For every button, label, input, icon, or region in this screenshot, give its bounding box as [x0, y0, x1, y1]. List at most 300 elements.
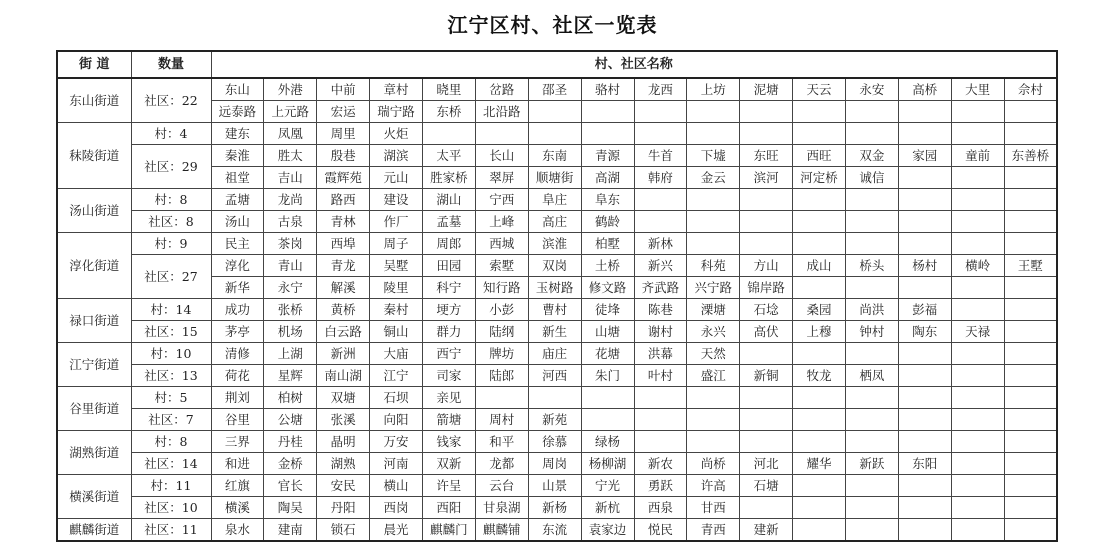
name-cell: 石塘 [740, 475, 793, 497]
name-cell: 甘泉湖 [475, 497, 528, 519]
empty-cell [740, 123, 793, 145]
empty-cell [475, 387, 528, 409]
name-cell: 上湖 [264, 343, 317, 365]
empty-cell [898, 431, 951, 453]
name-cell: 顺塘街 [528, 167, 581, 189]
name-cell: 山景 [528, 475, 581, 497]
name-cell: 上元路 [264, 101, 317, 123]
name-cell: 东流 [528, 519, 581, 542]
name-cell: 徒埄 [581, 299, 634, 321]
name-cell: 土桥 [581, 255, 634, 277]
name-cell: 司家 [423, 365, 476, 387]
empty-cell [793, 343, 846, 365]
name-cell: 麒麟门 [423, 519, 476, 542]
name-cell: 骆村 [581, 78, 634, 101]
table-row [57, 255, 1057, 277]
empty-cell [951, 431, 1004, 453]
name-cell: 宁西 [475, 189, 528, 211]
name-cell: 新苑 [528, 409, 581, 431]
name-cell: 箭塘 [423, 409, 476, 431]
name-cell: 新林 [634, 233, 687, 255]
name-cell: 新农 [634, 453, 687, 475]
empty-cell [1004, 343, 1057, 365]
name-cell: 周郎 [423, 233, 476, 255]
empty-cell [475, 123, 528, 145]
name-cell: 远泰路 [211, 101, 264, 123]
name-cell: 西埠 [317, 233, 370, 255]
name-cell: 锁石 [317, 519, 370, 542]
table-row [57, 321, 1057, 343]
name-cell: 长山 [475, 145, 528, 167]
name-cell: 朱门 [581, 365, 634, 387]
name-cell: 白云路 [317, 321, 370, 343]
name-cell: 双金 [846, 145, 899, 167]
empty-cell [581, 123, 634, 145]
name-cell: 许呈 [423, 475, 476, 497]
empty-cell [1004, 233, 1057, 255]
empty-cell [793, 431, 846, 453]
name-cell: 上坊 [687, 78, 740, 101]
group-count: 社区：29 [131, 145, 211, 189]
empty-cell [898, 211, 951, 233]
empty-cell [793, 409, 846, 431]
name-cell: 滨河 [740, 167, 793, 189]
group-count: 村：4 [131, 123, 211, 145]
name-cell: 许高 [687, 475, 740, 497]
name-cell: 章村 [370, 78, 423, 101]
name-cell: 龙西 [634, 78, 687, 101]
district-name: 谷里街道 [57, 387, 131, 431]
name-cell: 西宁 [423, 343, 476, 365]
name-cell: 盛江 [687, 365, 740, 387]
empty-cell [793, 189, 846, 211]
name-cell: 东阳 [898, 453, 951, 475]
empty-cell [898, 475, 951, 497]
group-count: 社区：7 [131, 409, 211, 431]
name-cell: 江宁 [370, 365, 423, 387]
empty-cell [951, 233, 1004, 255]
name-cell: 横岭 [951, 255, 1004, 277]
empty-cell [740, 497, 793, 519]
empty-cell [687, 123, 740, 145]
page-title: 江宁区村、社区一览表 [447, 13, 658, 37]
table-row [57, 431, 1057, 453]
empty-cell [740, 409, 793, 431]
empty-cell [951, 387, 1004, 409]
name-cell: 新铜 [740, 365, 793, 387]
group-count: 社区：10 [131, 497, 211, 519]
empty-cell [687, 211, 740, 233]
name-cell: 晓里 [423, 78, 476, 101]
name-cell: 河南 [370, 453, 423, 475]
empty-cell [951, 277, 1004, 299]
name-cell: 红旗 [211, 475, 264, 497]
name-cell: 秦村 [370, 299, 423, 321]
name-cell: 尚桥 [687, 453, 740, 475]
name-cell: 陵里 [370, 277, 423, 299]
name-cell: 柏树 [264, 387, 317, 409]
table-row [57, 387, 1057, 409]
name-cell: 陶东 [898, 321, 951, 343]
village-community-table [56, 50, 1058, 542]
empty-cell [793, 387, 846, 409]
name-cell: 青西 [687, 519, 740, 542]
group-count: 社区：15 [131, 321, 211, 343]
name-cell: 湖山 [423, 189, 476, 211]
empty-cell [951, 475, 1004, 497]
name-cell: 中前 [317, 78, 370, 101]
name-cell: 孟墓 [423, 211, 476, 233]
name-cell: 西城 [475, 233, 528, 255]
group-count: 村：11 [131, 475, 211, 497]
name-cell: 牌坊 [475, 343, 528, 365]
name-cell: 清修 [211, 343, 264, 365]
name-cell: 黄桥 [317, 299, 370, 321]
empty-cell [846, 343, 899, 365]
empty-cell [898, 365, 951, 387]
empty-cell [634, 189, 687, 211]
name-cell: 齐武路 [634, 277, 687, 299]
name-cell: 修文路 [581, 277, 634, 299]
name-cell: 丹阳 [317, 497, 370, 519]
name-cell: 天然 [687, 343, 740, 365]
name-cell: 溧塘 [687, 299, 740, 321]
name-cell: 陶吴 [264, 497, 317, 519]
empty-cell [687, 387, 740, 409]
empty-cell [951, 211, 1004, 233]
empty-cell [951, 123, 1004, 145]
name-cell: 上穆 [793, 321, 846, 343]
group-count: 社区：13 [131, 365, 211, 387]
name-cell: 向阳 [370, 409, 423, 431]
empty-cell [951, 343, 1004, 365]
name-cell: 山塘 [581, 321, 634, 343]
empty-cell [528, 123, 581, 145]
name-cell: 吉山 [264, 167, 317, 189]
name-cell: 花塘 [581, 343, 634, 365]
name-cell: 公塘 [264, 409, 317, 431]
name-cell: 横山 [370, 475, 423, 497]
name-cell: 金桥 [264, 453, 317, 475]
name-cell: 翠屏 [475, 167, 528, 189]
name-cell: 家园 [898, 145, 951, 167]
table-row [57, 189, 1057, 211]
name-cell: 晶明 [317, 431, 370, 453]
table-header-row [57, 51, 1057, 78]
name-cell: 东南 [528, 145, 581, 167]
district-name: 汤山街道 [57, 189, 131, 233]
name-cell: 栖凤 [846, 365, 899, 387]
name-cell: 西阳 [423, 497, 476, 519]
name-cell: 和平 [475, 431, 528, 453]
name-cell: 祖堂 [211, 167, 264, 189]
name-cell: 王墅 [1004, 255, 1057, 277]
name-cell: 青龙 [317, 255, 370, 277]
empty-cell [898, 497, 951, 519]
name-cell: 周里 [317, 123, 370, 145]
name-cell: 新洲 [317, 343, 370, 365]
name-cell: 新生 [528, 321, 581, 343]
name-cell: 周子 [370, 233, 423, 255]
empty-cell [793, 277, 846, 299]
name-cell: 成功 [211, 299, 264, 321]
empty-cell [846, 409, 899, 431]
name-cell: 西泉 [634, 497, 687, 519]
empty-cell [581, 387, 634, 409]
name-cell: 岔路 [475, 78, 528, 101]
name-cell: 方山 [740, 255, 793, 277]
name-cell: 知行路 [475, 277, 528, 299]
name-cell: 杨村 [898, 255, 951, 277]
table-row [57, 497, 1057, 519]
name-cell: 霞辉苑 [317, 167, 370, 189]
empty-cell [1004, 387, 1057, 409]
name-cell: 天禄 [951, 321, 1004, 343]
empty-cell [1004, 497, 1057, 519]
group-count: 社区：22 [131, 78, 211, 123]
name-cell: 袁家边 [581, 519, 634, 542]
empty-cell [1004, 167, 1057, 189]
empty-cell [898, 189, 951, 211]
group-count: 村：10 [131, 343, 211, 365]
name-cell: 索墅 [475, 255, 528, 277]
empty-cell [898, 277, 951, 299]
name-cell: 双岗 [528, 255, 581, 277]
name-cell: 鹤龄 [581, 211, 634, 233]
district-name: 禄口街道 [57, 299, 131, 343]
empty-cell [740, 233, 793, 255]
header-count: 数量 [131, 51, 211, 78]
empty-cell [951, 365, 1004, 387]
group-count: 社区：11 [131, 519, 211, 542]
name-cell: 胜太 [264, 145, 317, 167]
name-cell: 阜东 [581, 189, 634, 211]
empty-cell [528, 101, 581, 123]
table-row [57, 211, 1057, 233]
name-cell: 湖滨 [370, 145, 423, 167]
name-cell: 茶岗 [264, 233, 317, 255]
empty-cell [1004, 101, 1057, 123]
name-cell: 桑园 [793, 299, 846, 321]
name-cell: 解溪 [317, 277, 370, 299]
district-name: 湖熟街道 [57, 431, 131, 475]
name-cell: 高桥 [898, 78, 951, 101]
name-cell: 龙尚 [264, 189, 317, 211]
empty-cell [1004, 211, 1057, 233]
empty-cell [740, 211, 793, 233]
empty-cell [634, 211, 687, 233]
name-cell: 尚洪 [846, 299, 899, 321]
name-cell: 淳化 [211, 255, 264, 277]
name-cell: 兴宁路 [687, 277, 740, 299]
name-cell: 作厂 [370, 211, 423, 233]
name-cell: 科宁 [423, 277, 476, 299]
name-cell: 杨柳湖 [581, 453, 634, 475]
name-cell: 铜山 [370, 321, 423, 343]
name-cell: 诚信 [846, 167, 899, 189]
empty-cell [740, 387, 793, 409]
name-cell: 瑞宁路 [370, 101, 423, 123]
empty-cell [846, 387, 899, 409]
empty-cell [687, 409, 740, 431]
empty-cell [687, 233, 740, 255]
name-cell: 新杭 [581, 497, 634, 519]
group-count: 社区：27 [131, 255, 211, 299]
group-count: 社区：8 [131, 211, 211, 233]
empty-cell [740, 189, 793, 211]
district-name: 东山街道 [57, 78, 131, 123]
name-cell: 庙庄 [528, 343, 581, 365]
empty-cell [634, 123, 687, 145]
name-cell: 陆郎 [475, 365, 528, 387]
name-cell: 谢村 [634, 321, 687, 343]
empty-cell [846, 101, 899, 123]
group-count: 村：5 [131, 387, 211, 409]
name-cell: 新跃 [846, 453, 899, 475]
name-cell: 锦岸路 [740, 277, 793, 299]
empty-cell [1004, 431, 1057, 453]
empty-cell [898, 233, 951, 255]
name-cell: 火炬 [370, 123, 423, 145]
empty-cell [846, 233, 899, 255]
name-cell: 绿杨 [581, 431, 634, 453]
empty-cell [793, 211, 846, 233]
name-cell: 殷巷 [317, 145, 370, 167]
name-cell: 埂方 [423, 299, 476, 321]
name-cell: 孟塘 [211, 189, 264, 211]
table-row [57, 233, 1057, 255]
name-cell: 勇跃 [634, 475, 687, 497]
name-cell: 耀华 [793, 453, 846, 475]
empty-cell [846, 431, 899, 453]
name-cell: 邵圣 [528, 78, 581, 101]
name-cell: 石坝 [370, 387, 423, 409]
empty-cell [1004, 123, 1057, 145]
empty-cell [951, 189, 1004, 211]
empty-cell [951, 453, 1004, 475]
name-cell: 永兴 [687, 321, 740, 343]
name-cell: 民主 [211, 233, 264, 255]
name-cell: 官长 [264, 475, 317, 497]
name-cell: 横溪 [211, 497, 264, 519]
empty-cell [898, 343, 951, 365]
empty-cell [634, 387, 687, 409]
empty-cell [1004, 277, 1057, 299]
empty-cell [581, 409, 634, 431]
table-row [57, 475, 1057, 497]
name-cell: 秦淮 [211, 145, 264, 167]
table-row [57, 453, 1057, 475]
empty-cell [1004, 321, 1057, 343]
table-row [57, 299, 1057, 321]
name-cell: 东善桥 [1004, 145, 1057, 167]
name-cell: 高湖 [581, 167, 634, 189]
name-cell: 青山 [264, 255, 317, 277]
name-cell: 西旺 [793, 145, 846, 167]
empty-cell [951, 409, 1004, 431]
name-cell: 龙都 [475, 453, 528, 475]
table-row [57, 145, 1057, 167]
name-cell: 东山 [211, 78, 264, 101]
name-cell: 太平 [423, 145, 476, 167]
name-cell: 丹桂 [264, 431, 317, 453]
name-cell: 成山 [793, 255, 846, 277]
district-name: 横溪街道 [57, 475, 131, 519]
empty-cell [846, 211, 899, 233]
name-cell: 谷里 [211, 409, 264, 431]
empty-cell [1004, 453, 1057, 475]
name-cell: 和进 [211, 453, 264, 475]
name-cell: 滨淮 [528, 233, 581, 255]
header-names: 村、社区名称 [211, 51, 1057, 78]
name-cell: 科苑 [687, 255, 740, 277]
group-count: 村：14 [131, 299, 211, 321]
empty-cell [740, 431, 793, 453]
name-cell: 周岗 [528, 453, 581, 475]
table-row [57, 78, 1057, 101]
name-cell: 陈巷 [634, 299, 687, 321]
name-cell: 金云 [687, 167, 740, 189]
name-cell: 群力 [423, 321, 476, 343]
name-cell: 麒麟铺 [475, 519, 528, 542]
name-cell: 上峰 [475, 211, 528, 233]
table-row [57, 123, 1057, 145]
name-cell: 佘村 [1004, 78, 1057, 101]
name-cell: 元山 [370, 167, 423, 189]
name-cell: 永宁 [264, 277, 317, 299]
name-cell: 泥塘 [740, 78, 793, 101]
name-cell: 宏运 [317, 101, 370, 123]
empty-cell [793, 475, 846, 497]
empty-cell [634, 431, 687, 453]
empty-cell [1004, 189, 1057, 211]
name-cell: 泉水 [211, 519, 264, 542]
district-name: 秣陵街道 [57, 123, 131, 189]
name-cell: 北沿路 [475, 101, 528, 123]
name-cell: 永安 [846, 78, 899, 101]
name-cell: 下墟 [687, 145, 740, 167]
empty-cell [1004, 409, 1057, 431]
name-cell: 古泉 [264, 211, 317, 233]
name-cell: 安民 [317, 475, 370, 497]
name-cell: 张桥 [264, 299, 317, 321]
name-cell: 青林 [317, 211, 370, 233]
empty-cell [740, 343, 793, 365]
name-cell: 茅亭 [211, 321, 264, 343]
empty-cell [687, 189, 740, 211]
group-count: 村：8 [131, 189, 211, 211]
name-cell: 双新 [423, 453, 476, 475]
empty-cell [951, 167, 1004, 189]
empty-cell [898, 167, 951, 189]
name-cell: 曹村 [528, 299, 581, 321]
name-cell: 荷花 [211, 365, 264, 387]
empty-cell [793, 101, 846, 123]
name-cell: 新华 [211, 277, 264, 299]
name-cell: 外港 [264, 78, 317, 101]
name-cell: 东桥 [423, 101, 476, 123]
district-name: 江宁街道 [57, 343, 131, 387]
empty-cell [793, 233, 846, 255]
name-cell: 桥头 [846, 255, 899, 277]
empty-cell [1004, 475, 1057, 497]
name-cell: 新杨 [528, 497, 581, 519]
name-cell: 高伏 [740, 321, 793, 343]
name-cell: 晨光 [370, 519, 423, 542]
name-cell: 机场 [264, 321, 317, 343]
table-row [57, 365, 1057, 387]
empty-cell [898, 123, 951, 145]
